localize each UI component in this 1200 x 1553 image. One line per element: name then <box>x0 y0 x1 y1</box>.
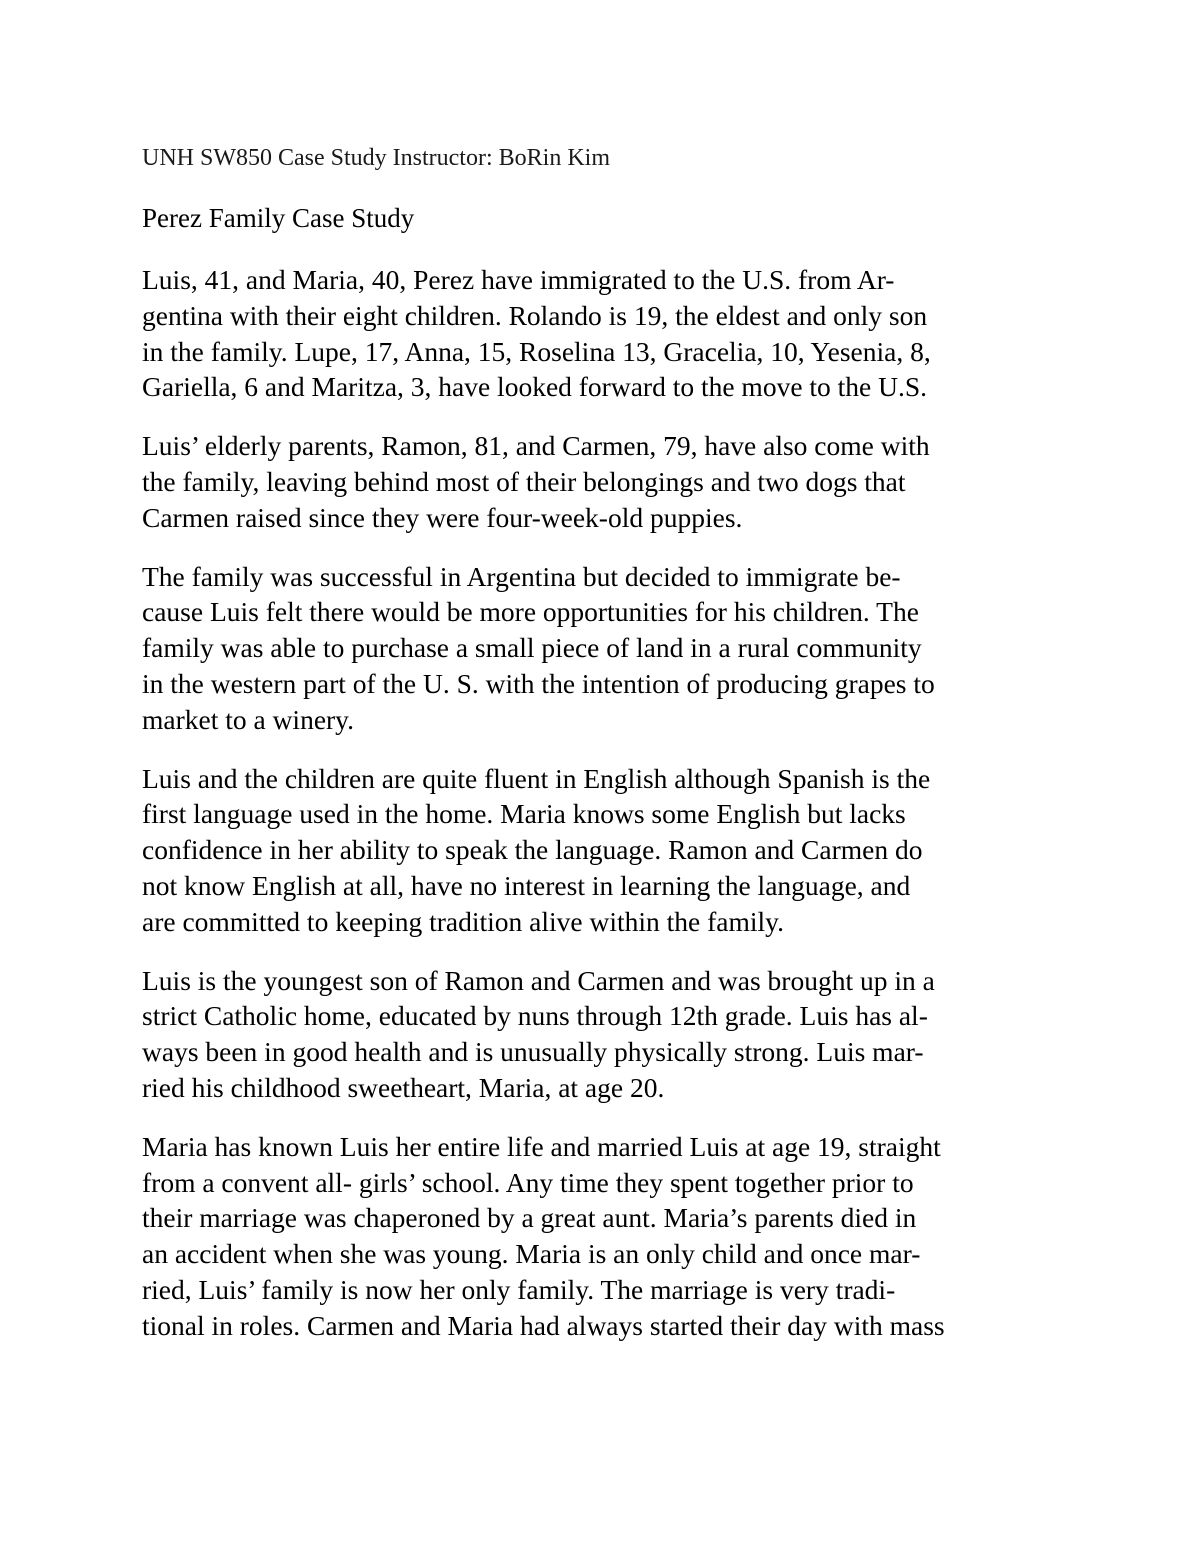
paragraph-4 <box>142 761 1062 940</box>
text-line: ried, Luis’ family is now her only family. The marriage is very tradi- <box>142 1273 896 1305</box>
text-line: in the western part of the U. S. with the intention of producing grapes to <box>142 667 935 699</box>
text-line: The family was successful in Argentina but decided to immigrate be- <box>142 560 901 592</box>
text-line: Luis’ elderly parents, Ramon, 81, and Carmen, 79, have also come with <box>142 430 930 462</box>
text-line: ways been in good health and is unusually physically strong. Luis mar- <box>142 1036 924 1068</box>
text-line: an accident when she was young. Maria is an only child and once mar- <box>142 1238 921 1270</box>
text-line: cause Luis felt there would be more opportunities for his children. The <box>142 596 919 628</box>
text-line: Maria has known Luis her entire life and married Luis at age 19, straight <box>142 1130 941 1162</box>
document-title: Perez Family Case Study <box>142 203 415 233</box>
text-line: tional in roles. Carmen and Maria had always started their day with mass <box>142 1309 945 1341</box>
paragraph-1 <box>142 262 1062 405</box>
paragraph-5 <box>142 963 1062 1106</box>
text-line: not know English at all, have no interest in learning the language, and <box>142 869 911 901</box>
text-line: Luis and the children are quite fluent in English although Spanish is the <box>142 762 931 794</box>
text-line: market to a winery. <box>142 703 355 735</box>
document-header: UNH SW850 Case Study Instructor: BoRin Kim <box>142 145 610 171</box>
paragraph-2 <box>142 428 1062 535</box>
text-line: Carmen raised since they were four-week-old puppies. <box>142 501 743 533</box>
document-body <box>142 262 1062 1367</box>
text-line: first language used in the home. Maria knows some English but lacks <box>142 798 906 830</box>
text-line: gentina with their eight children. Rolando is 19, the eldest and only son <box>142 299 928 331</box>
text-line: ried his childhood sweetheart, Maria, at age 20. <box>142 1071 665 1103</box>
text-line: strict Catholic home, educated by nuns through 12th grade. Luis has al- <box>142 1000 928 1032</box>
paragraph-6 <box>142 1129 1062 1344</box>
text-line: Gariella, 6 and Maritza, 3, have looked forward to the move to the U.S. <box>142 371 928 403</box>
text-line: confidence in her ability to speak the language. Ramon and Carmen do <box>142 834 923 866</box>
text-line: their marriage was chaperoned by a great aunt. Maria’s parents died in <box>142 1202 917 1234</box>
text-line: the family, leaving behind most of their belongings and two dogs that <box>142 465 906 497</box>
text-line: from a convent all- girls’ school. Any time they spent together prior to <box>142 1166 914 1198</box>
text-line: Luis, 41, and Maria, 40, Perez have immigrated to the U.S. from Ar- <box>142 264 895 295</box>
text-line: in the family. Lupe, 17, Anna, 15, Roselina 13, Gracelia, 10, Yesenia, 8, <box>142 335 931 367</box>
text-line: family was able to purchase a small piece of land in a rural community <box>142 632 922 664</box>
text-line: are committed to keeping tradition alive within the family. <box>142 905 784 937</box>
text-line: Luis is the youngest son of Ramon and Carmen and was brought up in a <box>142 964 935 996</box>
paragraph-3 <box>142 559 1062 738</box>
